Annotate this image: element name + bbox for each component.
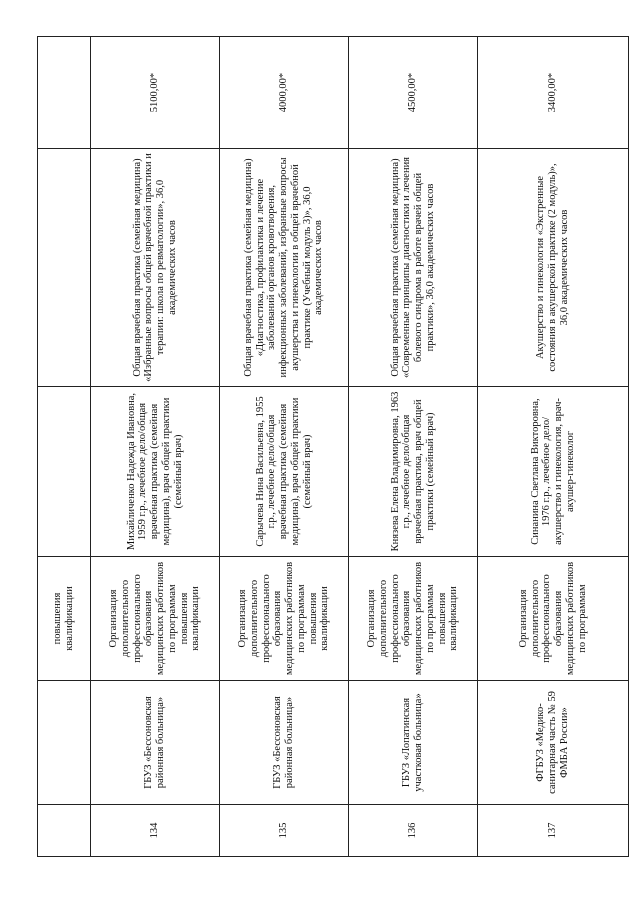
table-row bbox=[220, 37, 349, 857]
training-form: Организация дополнительного профессионального образования медицинских работников по программам повышения квалификации bbox=[91, 557, 220, 681]
cell-program bbox=[38, 149, 91, 387]
training-form: Организация дополнительного профессионального образования медицинских работников по программам повышения квалификации bbox=[220, 557, 349, 681]
price-value: 5100,00* bbox=[91, 37, 220, 149]
organization-name: ГБУЗ «Бессоновская районная больница» bbox=[91, 681, 220, 805]
organization-name: ГБУЗ «Бессоновская районная больница» bbox=[220, 681, 349, 805]
price-value: 4000,00* bbox=[220, 37, 349, 149]
program-description: Общая врачебная практика (семейная медицина) «Избранные вопросы общей врачебной практики и терапии: школа по ревматологии», 36,0 академических часов bbox=[91, 149, 220, 387]
training-form: Организация дополнительного профессионального образования медицинских работников по программам повышения квалификации bbox=[349, 557, 478, 681]
program-description: Акушерство и гинекология «Экстренные состояния в акушерской практике (2 модуль)», 36,0 академических часов bbox=[478, 149, 629, 387]
cell-number bbox=[38, 805, 91, 857]
rotated-document-page bbox=[37, 37, 603, 857]
table-row bbox=[349, 37, 478, 857]
person-details: Князева Елена Владимировна, 1963 г.р., лечебное дело/общая врачебная практика, врач общей практики (семейный врач) bbox=[349, 387, 478, 557]
table-row bbox=[91, 37, 220, 857]
person-details: Сарычева Нина Васильевна, 1955 г.р., лечебное дело/общая врачебная практика (семейная медицина), врач общей практики (семейный врач) bbox=[220, 387, 349, 557]
cell-person bbox=[38, 387, 91, 557]
table-row-continuation bbox=[38, 37, 91, 857]
row-number: 135 bbox=[220, 805, 349, 857]
person-details: Синанина Светлана Викторовна, 1976 г.р., лечебное дело/ акушерство и гинекология, врач-акушер-гинеколог bbox=[478, 387, 629, 557]
cell-price bbox=[38, 37, 91, 149]
table-row bbox=[478, 37, 629, 857]
organization-name: ФГБУЗ «Медико-санитарная часть № 59 ФМБА России» bbox=[478, 681, 629, 805]
program-description: Общая врачебная практика (семейная медицина) «Современные принципы диагностики и лечения болевого синдрома в работе врачей общей практики», 36,0 академических часов bbox=[349, 149, 478, 387]
training-form: Организация дополнительного профессионального образования медицинских работников по программам bbox=[478, 557, 629, 681]
program-description: Общая врачебная практика (семейная медицина) «Диагностика, профилактика и лечение заболеваний органов кровотворения, инфекционных заболеваний, избранные вопросы акушерства и гинекологии в общей врачебной практике (Учебный модуль 3)», 36,0 академических часов bbox=[220, 149, 349, 387]
cell-organization bbox=[38, 681, 91, 805]
cell-form: повышения квалификации bbox=[38, 557, 91, 681]
price-value: 4500,00* bbox=[349, 37, 478, 149]
row-number: 137 bbox=[478, 805, 629, 857]
person-details: Михайличенко Надежда Ивановна, 1959 г.р., лечебное дело/общая врачебная практика (семейная медицина), врач общей практики (семейный врач) bbox=[91, 387, 220, 557]
price-value: 3400,00* bbox=[478, 37, 629, 149]
organization-name: ГБУЗ «Лопатинская участковая больница» bbox=[349, 681, 478, 805]
register-table bbox=[37, 36, 629, 857]
row-number: 136 bbox=[349, 805, 478, 857]
row-number: 134 bbox=[91, 805, 220, 857]
